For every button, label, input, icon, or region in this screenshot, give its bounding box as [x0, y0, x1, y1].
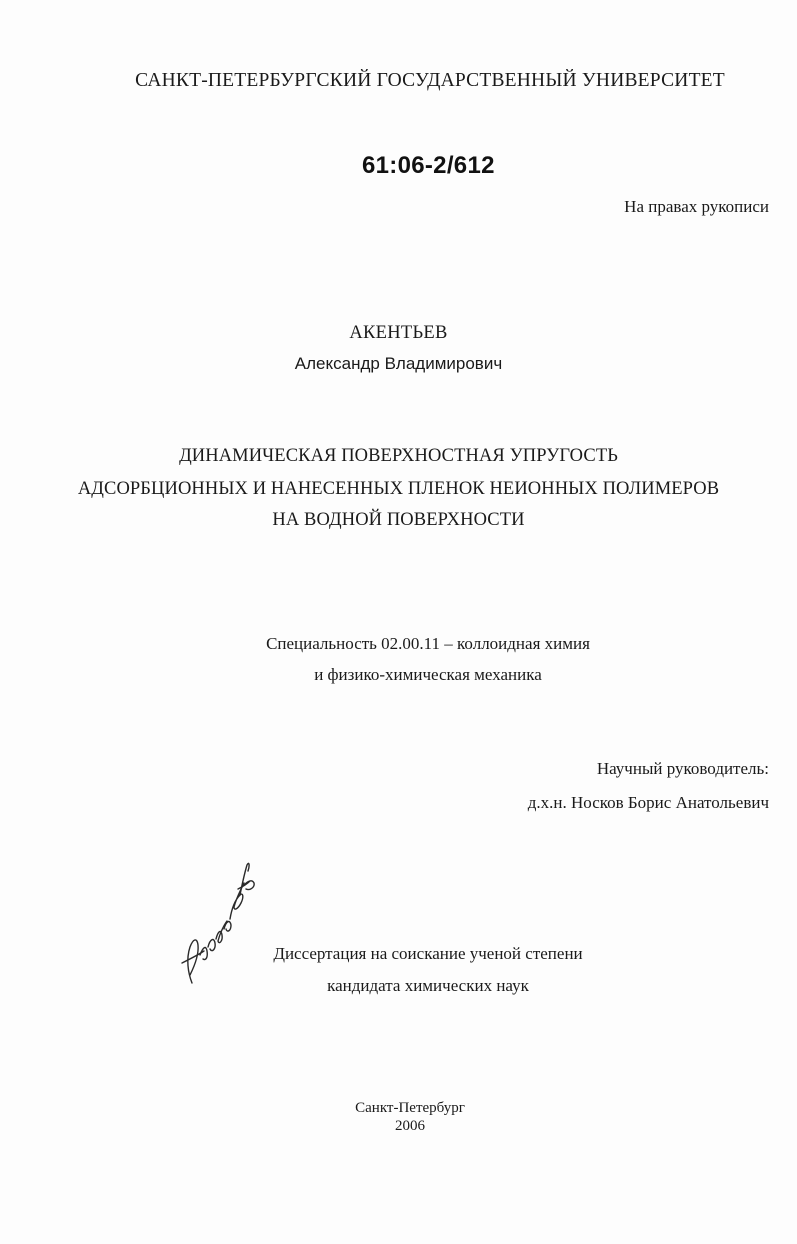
- catalog-number: 61:06-2/612: [362, 152, 495, 179]
- dissertation-line-2: кандидата химических наук: [327, 976, 529, 995]
- dissertation-line-1: Диссертация на соискание ученой степени: [273, 944, 583, 963]
- author-surname: АКЕНТЬЕВ: [349, 323, 448, 343]
- specialty-line-1: Специальность 02.00.11 – коллоидная химия: [266, 634, 590, 653]
- title-line-3: НА ВОДНОЙ ПОВЕРХНОСТИ: [272, 510, 525, 530]
- publication-city: Санкт-Петербург: [355, 1100, 465, 1116]
- rights-note: На правах рукописи: [624, 197, 769, 216]
- title-line-2: АДСОРБЦИОННЫХ И НАНЕСЕННЫХ ПЛЕНОК НЕИОННЫХ ПОЛИМЕРОВ: [77, 479, 720, 499]
- university-name: САНКТ-ПЕТЕРБУРГСКИЙ ГОСУДАРСТВЕННЫЙ УНИВЕРСИТЕТ: [135, 70, 725, 91]
- title-line-1: ДИНАМИЧЕСКАЯ ПОВЕРХНОСТНАЯ УПРУГОСТЬ: [179, 446, 618, 466]
- specialty-line-2: и физико-химическая механика: [314, 665, 542, 684]
- advisor-label: Научный руководитель:: [596, 759, 769, 778]
- author-full-name: Александр Владимирович: [294, 354, 503, 373]
- handwritten-signature: [170, 855, 260, 990]
- advisor-name: д.х.н. Носков Борис Анатольевич: [527, 793, 769, 812]
- publication-year: 2006: [395, 1118, 425, 1134]
